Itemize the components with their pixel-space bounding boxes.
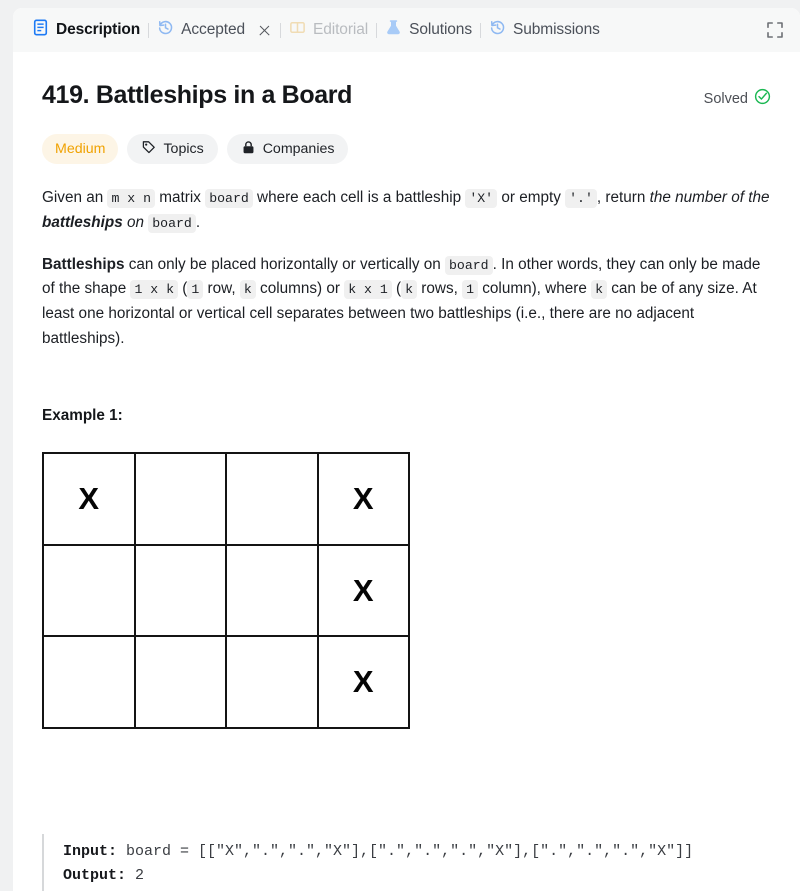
text: . [195, 213, 201, 231]
board-cell [226, 636, 318, 728]
tab-label: Editorial [313, 21, 369, 38]
code-span-1: 1 [462, 280, 478, 299]
meta-pills [42, 134, 771, 164]
code-span-k: k [591, 280, 607, 299]
tab-label: Accepted [181, 21, 245, 38]
board-cell: X [43, 453, 135, 545]
text: . In other words, they can only be made of the shape [42, 255, 761, 298]
board-row [43, 453, 409, 545]
code-span-k: k [401, 280, 417, 299]
tab-solutions[interactable] [378, 15, 479, 45]
text-bold: battleships [42, 213, 123, 231]
text: , return [596, 189, 650, 206]
tab-separator [480, 23, 481, 38]
code-span-k: k [240, 280, 256, 299]
title-row [42, 52, 771, 110]
board-cell [135, 636, 227, 728]
example-board-grid [42, 452, 410, 729]
tab-editorial[interactable] [282, 15, 375, 45]
tab-close-icon[interactable] [257, 23, 272, 38]
topics-label: Topics [163, 141, 204, 157]
code-span-board: board [148, 214, 196, 233]
text: ( [178, 280, 188, 298]
text: the number of the [649, 189, 770, 206]
tab-description[interactable] [25, 15, 147, 45]
problem-panel [13, 8, 800, 891]
companies-button[interactable] [227, 134, 349, 164]
text-bold: Battleships [42, 255, 125, 273]
text: row, [203, 280, 240, 298]
history-clock-icon [489, 19, 506, 41]
tab-separator [376, 23, 377, 38]
page-title: 419. Battleships in a Board [42, 81, 353, 109]
code-span-kx1: k x 1 [344, 280, 392, 299]
code-span-board: board [445, 256, 493, 275]
code-span-mxn: m x n [107, 189, 155, 208]
tab-label: Description [56, 21, 141, 38]
flask-icon [385, 19, 402, 41]
board-cell [226, 545, 318, 637]
example-io-block [42, 834, 771, 891]
book-icon [289, 19, 306, 41]
text: or empty [497, 189, 566, 206]
text: columns) or [255, 280, 345, 298]
board-row [43, 545, 409, 637]
companies-label: Companies [262, 141, 335, 157]
board-cell: X [318, 636, 410, 728]
tab-separator [280, 23, 281, 38]
status-label: Solved [703, 91, 748, 107]
text: can be of any size. At least one horizontal or vertical cell separates between two battleships (i.e., there are no adjacent battleships). [42, 280, 757, 347]
text: ( [391, 280, 402, 298]
topics-button[interactable] [127, 134, 217, 164]
code-span-dot: '.' [565, 189, 597, 208]
board-row [43, 636, 409, 728]
text: on [122, 213, 149, 231]
board-cell [226, 453, 318, 545]
code-span-board: board [205, 189, 253, 208]
tab-label: Solutions [409, 21, 472, 38]
board-cell [135, 453, 227, 545]
text: column), where [478, 280, 592, 298]
text: matrix [155, 189, 206, 206]
check-circle-icon [754, 88, 771, 110]
code-span-x: 'X' [465, 189, 497, 208]
board-cell: X [318, 545, 410, 637]
text: Given an [42, 189, 108, 206]
description-document-icon [32, 19, 49, 41]
tab-bar [13, 8, 800, 52]
paragraph-1 [42, 186, 771, 236]
tab-submissions[interactable] [482, 15, 607, 45]
board-cell [43, 545, 135, 637]
tab-separator [148, 23, 149, 38]
text: rows, [417, 280, 463, 298]
tag-icon [141, 140, 156, 159]
paragraph-2 [42, 253, 771, 352]
tab-label: Submissions [512, 21, 600, 38]
problem-content [13, 52, 800, 891]
input-value: board = [["X",".",".","X"],[".",".",".","X"],[".",".",".","X"]] [117, 842, 694, 860]
output-value: 2 [126, 867, 145, 885]
difficulty-badge[interactable]: Medium [42, 134, 118, 164]
example-heading: Example 1: [42, 406, 123, 424]
lock-icon [241, 140, 256, 159]
board-cell [43, 636, 135, 728]
board-cell: X [318, 453, 410, 545]
code-span-1: 1 [187, 280, 203, 299]
text: can only be placed horizontally or vertically on [124, 255, 446, 273]
text: where each cell is a battleship [252, 189, 466, 206]
output-label: Output: [63, 867, 127, 885]
code-span-1xk: 1 x k [130, 280, 178, 299]
status-badge[interactable] [704, 80, 771, 110]
history-clock-icon [157, 19, 174, 41]
board-cell [135, 545, 227, 637]
tab-accepted[interactable] [150, 15, 279, 45]
input-label: Input: [63, 842, 118, 860]
problem-statement [42, 186, 771, 891]
expand-fullscreen-icon[interactable] [764, 19, 786, 41]
